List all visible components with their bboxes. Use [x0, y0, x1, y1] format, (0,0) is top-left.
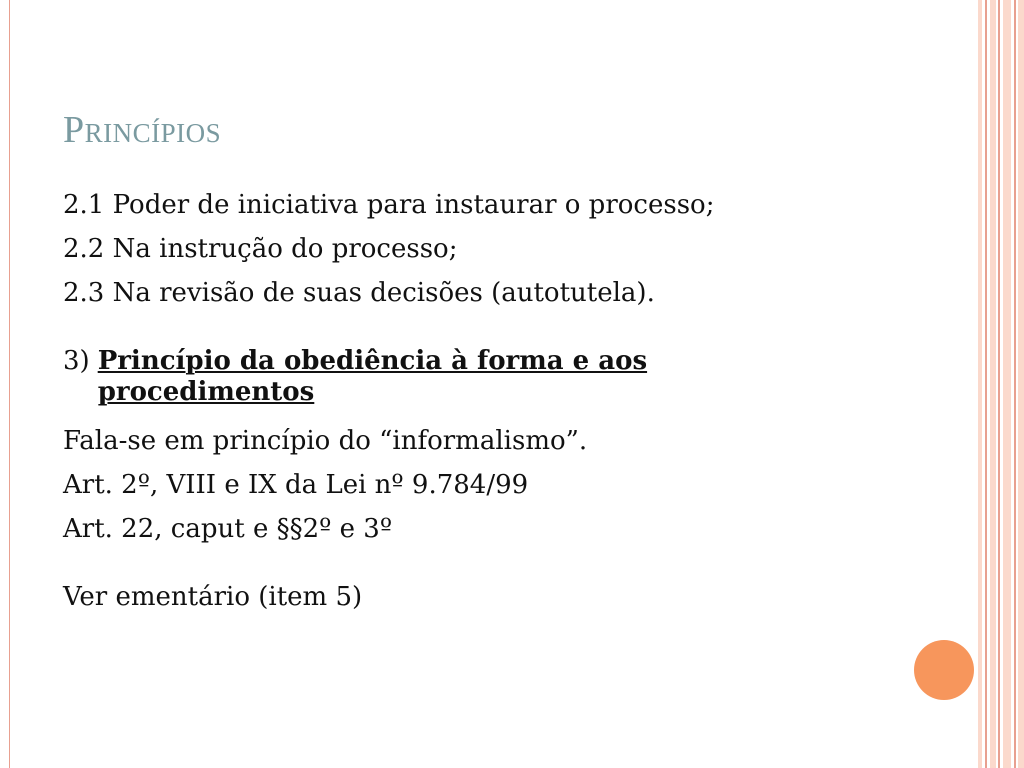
- item-2-3: 2.3 Na revisão de suas decisões (autotutela).: [63, 278, 655, 309]
- ementario-reference: Ver ementário (item 5): [63, 581, 363, 612]
- item-2-2: 2.2 Na instrução do processo;: [63, 234, 458, 265]
- decor-orange-circle: [914, 640, 974, 700]
- decor-stripe-7: [1018, 0, 1024, 768]
- article-22-reference: Art. 22, caput e §§2º e 3º: [63, 514, 393, 545]
- decor-stripe-6: [1014, 0, 1016, 768]
- decor-stripe-3: [990, 0, 996, 768]
- decor-stripe-1: [978, 0, 982, 768]
- decor-stripe-5: [1003, 0, 1011, 768]
- decor-stripe-4: [998, 0, 1000, 768]
- informalismo-text: Fala-se em princípio do “informalismo”.: [63, 425, 588, 456]
- item-3-number: 3): [63, 345, 90, 376]
- slide-title: Princípios: [63, 109, 222, 151]
- decor-stripe-2: [985, 0, 987, 768]
- slide-content: [63, 190, 893, 626]
- item-3: [63, 346, 893, 408]
- item-3-heading: Princípio da obediência à forma e aos procedimentos: [97, 345, 648, 407]
- left-border-line: [0, 0, 10, 768]
- article-2-reference: Art. 2º, VIII e IX da Lei nº 9.784/99: [63, 470, 529, 501]
- item-2-1: 2.1 Poder de iniciativa para instaurar o processo;: [63, 190, 715, 220]
